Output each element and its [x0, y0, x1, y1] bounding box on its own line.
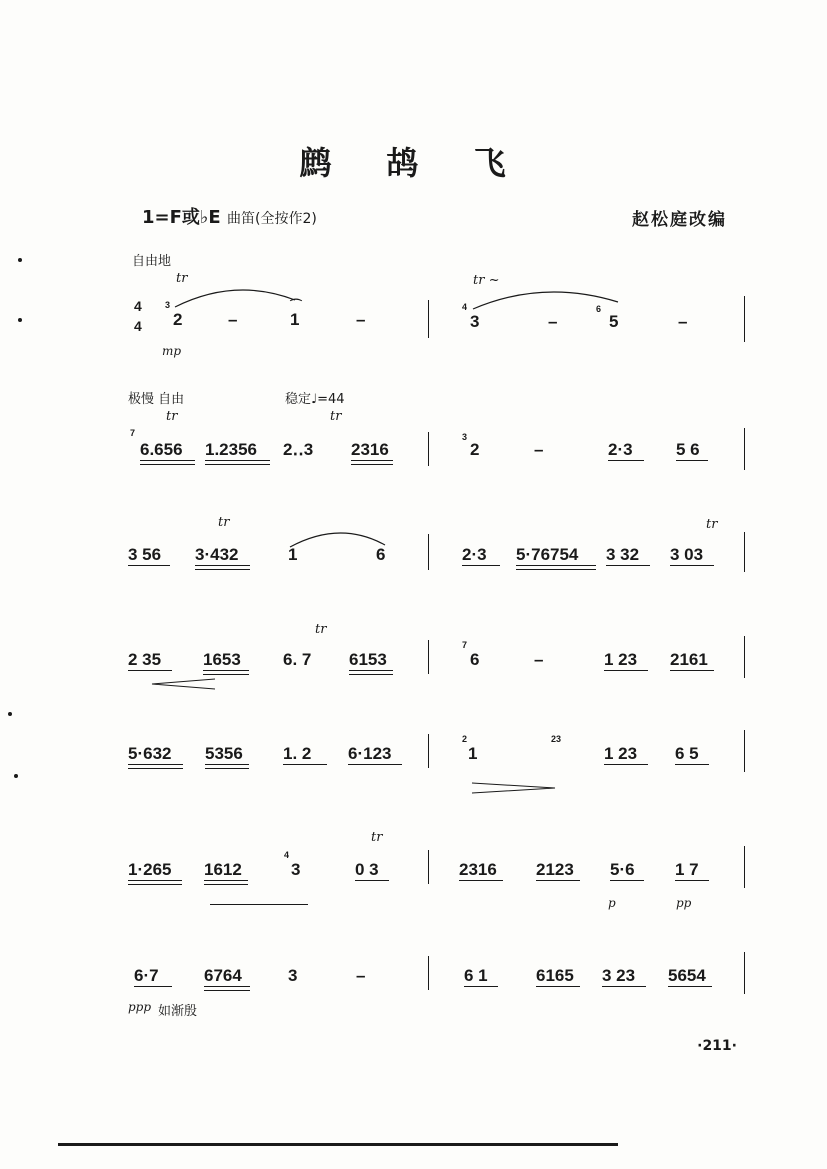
note: – [548, 312, 558, 331]
note: 2 35 [128, 650, 162, 669]
note: 1 23 [604, 650, 638, 669]
note: 2316 [351, 440, 389, 459]
note: 0 3 [355, 860, 379, 879]
beam [140, 460, 195, 465]
piece-title: 鹧 鸪 飞 [299, 144, 528, 182]
beam [355, 880, 389, 881]
note: 3 [288, 966, 298, 985]
beam [602, 986, 646, 987]
note: 6165 [536, 966, 574, 985]
margin-dot [18, 258, 22, 262]
grace-note: 7 [130, 428, 136, 438]
note: 6 5 [675, 744, 699, 763]
page-number: ·211· [697, 1038, 737, 1054]
tempo-slow: 极慢 自由 [128, 392, 185, 407]
beam [195, 565, 250, 570]
beam [462, 565, 500, 566]
note: 1653 [203, 650, 241, 669]
beam [670, 565, 714, 566]
note: 5 6 [676, 440, 700, 459]
margin-dot [14, 774, 18, 778]
note: 1612 [204, 860, 242, 879]
note: 1 23 [604, 744, 638, 763]
note: 2·3 [608, 440, 633, 459]
note: 1.2356 [205, 440, 257, 459]
note: 6. 7 [283, 650, 312, 669]
note: 1. 2 [283, 744, 312, 763]
ending-instruction: 如渐殷 [158, 1004, 198, 1019]
slur [285, 525, 395, 553]
trill-mark: tr ~ [473, 273, 500, 288]
grace-note: 3 [462, 432, 468, 442]
beam [204, 880, 248, 885]
trill-mark: tr [371, 830, 383, 845]
beam [128, 764, 183, 769]
note: 5·76754 [516, 545, 579, 564]
instrument-label: 曲笛(全按作2) [226, 211, 317, 227]
trill-mark: tr [706, 517, 718, 532]
beam [610, 880, 644, 881]
beam [536, 880, 580, 881]
barline [428, 734, 429, 768]
note: 2161 [670, 650, 708, 669]
note: 2316 [459, 860, 497, 879]
note: 1 [290, 310, 300, 329]
dynamic-pp: pp [676, 896, 692, 910]
slur [468, 284, 628, 314]
beam [128, 670, 172, 671]
barline [428, 850, 429, 884]
note: – [356, 310, 366, 329]
tenuto-line [210, 904, 308, 905]
time-sig-top: 4 [134, 298, 142, 314]
note: 3 [291, 860, 301, 879]
note: – [534, 440, 544, 459]
note: 6153 [349, 650, 387, 669]
arranger-credit: 赵松庭改编 [632, 210, 727, 230]
beam [205, 460, 270, 465]
note: 6 [376, 545, 386, 564]
note: – [534, 650, 544, 669]
barline [744, 428, 745, 470]
barline [744, 730, 745, 772]
beam [675, 880, 709, 881]
note: – [228, 310, 238, 329]
dynamic-mp: mp [162, 344, 182, 358]
tempo-steady: 稳定♩=44 [285, 392, 345, 407]
beam [128, 880, 182, 885]
slur [170, 282, 310, 312]
note: – [356, 966, 366, 985]
beam [536, 986, 580, 987]
note: 6764 [204, 966, 242, 985]
note: 2‥3 [283, 440, 314, 459]
note: 6.656 [140, 440, 183, 459]
beam [351, 460, 393, 465]
margin-dot [18, 318, 22, 322]
grace-note: 7 [462, 640, 468, 650]
note: 1 [468, 744, 478, 763]
note: 5356 [205, 744, 243, 763]
note: 3·432 [195, 545, 239, 564]
barline [428, 534, 429, 570]
note: 1 [288, 545, 298, 564]
barline [428, 432, 429, 466]
note: 5·632 [128, 744, 172, 763]
grace-note: 23 [551, 734, 562, 744]
barline [744, 296, 745, 342]
grace-note: 4 [462, 302, 468, 312]
note: 2 [470, 440, 480, 459]
note: 1·265 [128, 860, 172, 879]
beam [604, 764, 648, 765]
note: 5654 [668, 966, 706, 985]
note: 3 56 [128, 545, 162, 564]
grace-note: 3 [165, 300, 171, 310]
beam [604, 670, 648, 671]
note: 6·123 [348, 744, 392, 763]
margin-dot [8, 712, 12, 716]
note: 2123 [536, 860, 574, 879]
grace-note: 4 [284, 850, 290, 860]
beam [459, 880, 503, 881]
tempo-free: 自由地 [132, 254, 172, 269]
note: 5·6 [610, 860, 635, 879]
beam [348, 764, 402, 765]
beam [134, 986, 172, 987]
trill-mark: tr [330, 409, 342, 424]
note: 1 7 [675, 860, 699, 879]
beam [128, 565, 170, 566]
note: 3 [470, 312, 480, 331]
beam [668, 986, 712, 987]
beam [203, 670, 249, 675]
decrescendo-hairpin [470, 782, 560, 794]
fermata: ⌒ [290, 298, 303, 312]
note: 6 [470, 650, 480, 669]
barline [744, 636, 745, 678]
barline [744, 846, 745, 888]
bottom-rule [58, 1143, 618, 1146]
barline [744, 532, 745, 572]
beam [516, 565, 596, 570]
note: 2·3 [462, 545, 487, 564]
key-signature [142, 203, 317, 229]
dynamic-p: p [608, 896, 616, 910]
beam [464, 986, 498, 987]
grace-note: 6 [596, 304, 602, 314]
note: 6·7 [134, 966, 159, 985]
note: 3 03 [670, 545, 704, 564]
barline [744, 952, 745, 994]
dynamic-ppp: ppp [128, 1000, 152, 1014]
note: 3 32 [606, 545, 640, 564]
trill-mark: tr [176, 271, 188, 286]
beam [205, 764, 249, 769]
barline [428, 300, 429, 338]
beam [204, 986, 250, 991]
note: – [678, 312, 688, 331]
beam [606, 565, 650, 566]
beam [608, 460, 644, 461]
barline [428, 956, 429, 990]
trill-mark: tr [166, 409, 178, 424]
beam [675, 764, 709, 765]
beam [283, 764, 327, 765]
beam [670, 670, 714, 671]
key-main: 1=F或♭E [142, 207, 221, 228]
grace-note: 2 [462, 734, 468, 744]
note: 3 23 [602, 966, 636, 985]
note: 2 [173, 310, 183, 329]
time-sig-bottom: 4 [134, 318, 142, 334]
trill-mark: tr [218, 515, 230, 530]
crescendo-hairpin [150, 678, 220, 690]
beam [676, 460, 708, 461]
barline [428, 640, 429, 674]
beam [349, 670, 393, 675]
note: 5 [609, 312, 619, 331]
note: 6 1 [464, 966, 488, 985]
trill-mark: tr [315, 622, 327, 637]
